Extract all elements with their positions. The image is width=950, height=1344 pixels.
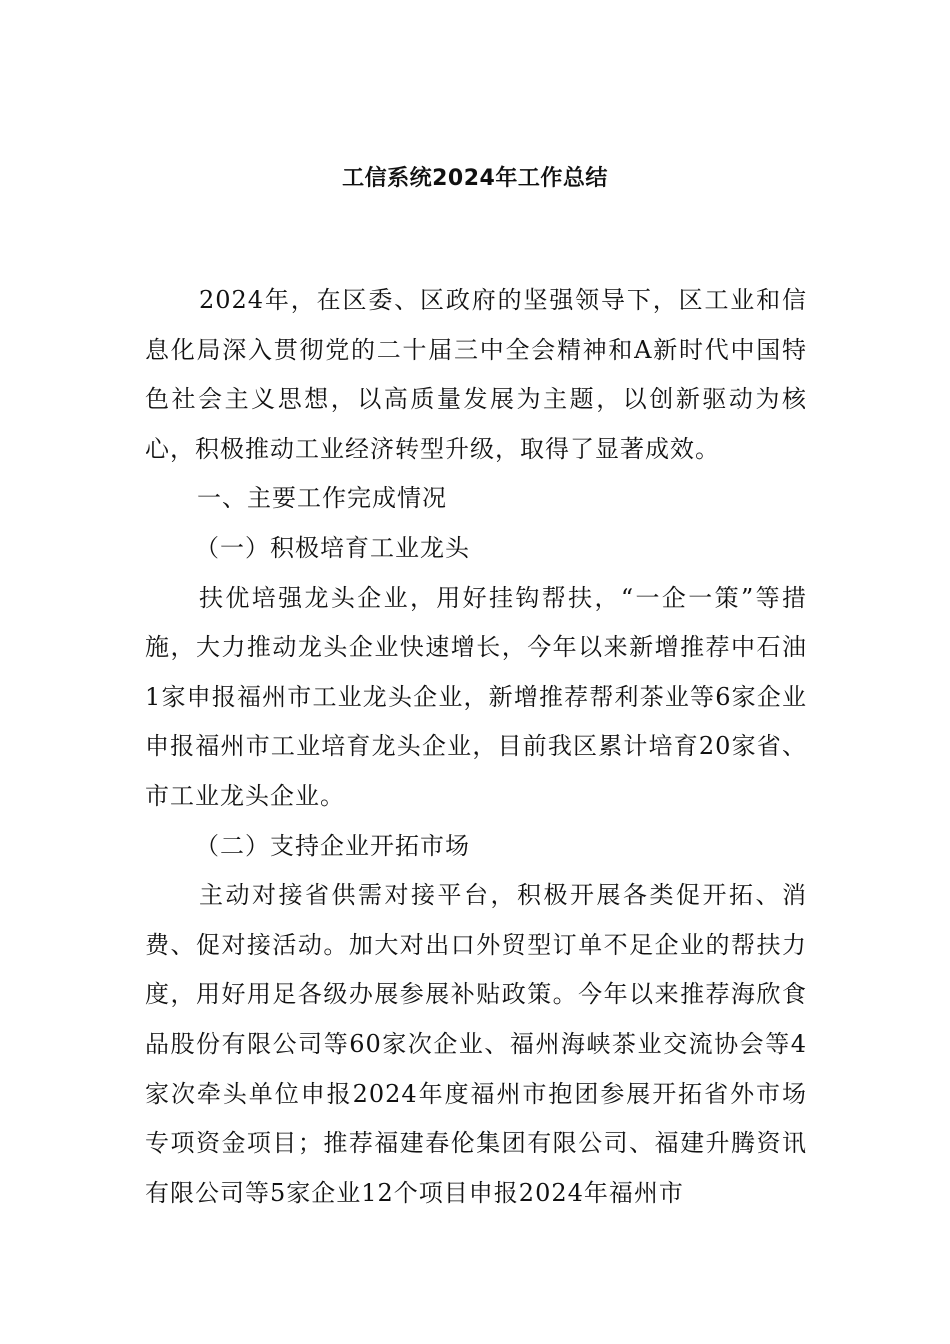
document-body	[145, 276, 807, 1218]
market-expansion-paragraph: 主动对接省供需对接平台，积极开展各类促开拓、消费、促对接活动。加大对出口外贸型订单不足企业的帮扶力度，用好用足各级办展参展补贴政策。今年以来推荐海欣食品股份有限公司等60家次企业、福州海峡茶业交流协会等4家次牵头单位申报2024年度福州市抱团参展开拓省外市场专项资金项目；推荐福建春伦集团有限公司、福建升腾资讯有限公司等5家企业12个项目申报2024年福州市	[145, 881, 807, 1207]
document-title: 工信系统2024年工作总结	[342, 166, 608, 191]
subsection-heading-industry-leaders: （一）积极培育工业龙头	[195, 533, 470, 562]
intro-paragraph: 2024年，在区委、区政府的坚强领导下，区工业和信息化局深入贯彻党的二十届三中全会精神和A新时代中国特色社会主义思想，以高质量发展为主题，以创新驱动为核心，积极推动工业经济转型升级，取得了显著成效。	[145, 286, 807, 463]
section-heading-main-work: 一、主要工作完成情况	[197, 484, 447, 513]
industry-leaders-paragraph: 扶优培强龙头企业，用好挂钩帮扶，“一企一策”等措施，大力推动龙头企业快速增长，今年以来新增推荐中石油1家申报福州市工业龙头企业，新增推荐帮利茶业等6家企业申报福州市工业培育龙头企业，目前我区累计培育20家省、市工业龙头企业。	[145, 583, 807, 810]
subsection-heading-market-expansion: （二）支持企业开拓市场	[195, 831, 470, 860]
